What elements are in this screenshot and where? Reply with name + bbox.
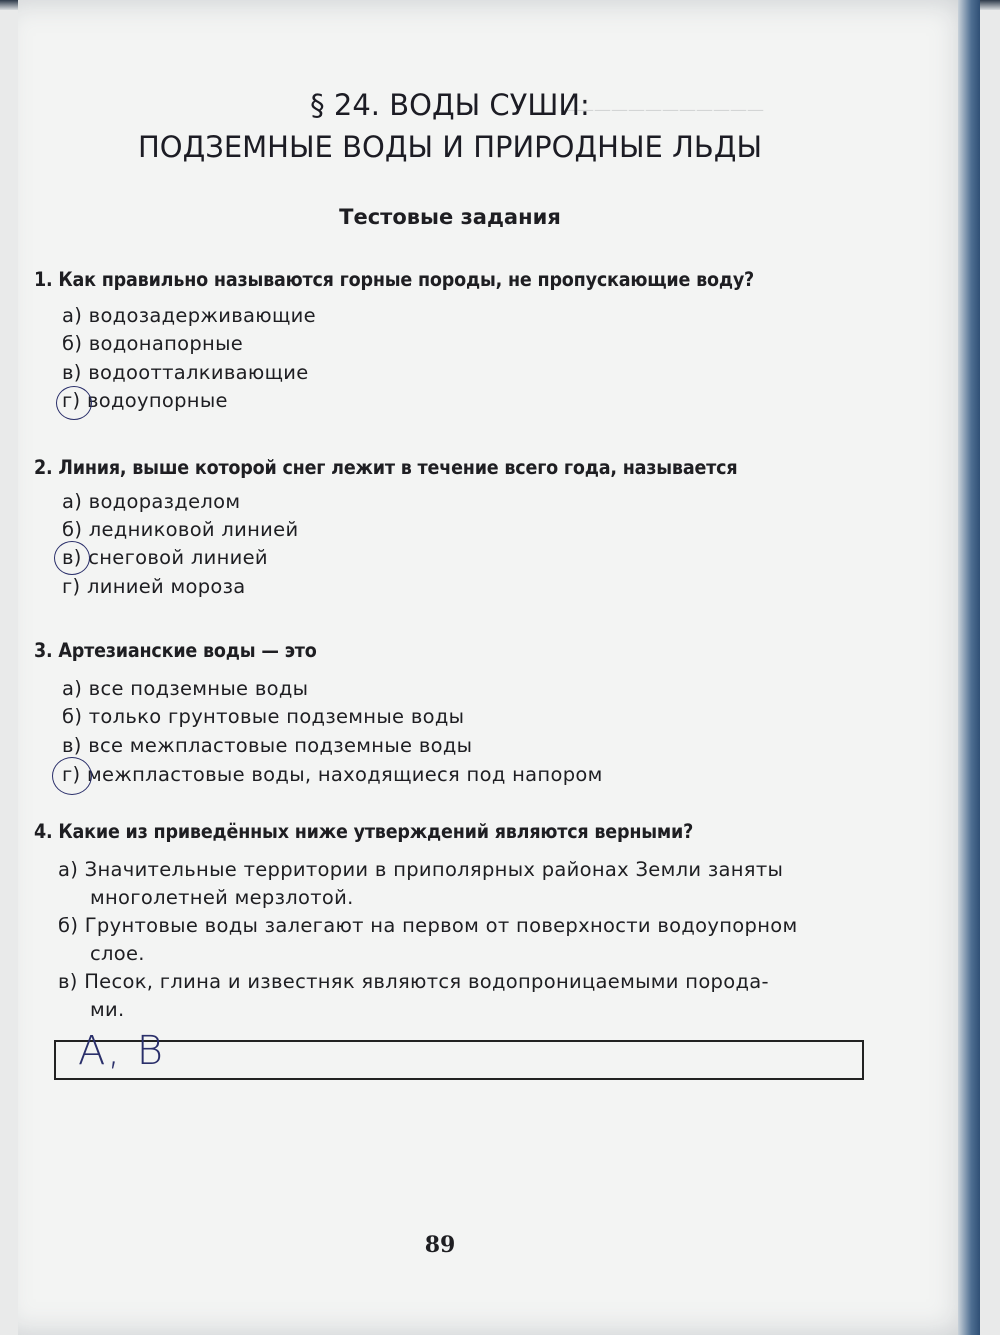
q4-statement-c-cont: ми. <box>90 998 125 1021</box>
q3-option-a: а) все подземные воды <box>62 677 309 700</box>
q4-answer-box[interactable] <box>54 1040 864 1080</box>
workbook-page <box>18 0 980 1335</box>
q1-option-b: б) водонапорные <box>62 332 244 355</box>
section-subtitle: Тестовые задания <box>339 205 561 229</box>
q3-option-b: б) только грунтовые подземные воды <box>62 705 465 728</box>
q4-statement-a-cont: многолетней мерзлотой. <box>90 886 354 909</box>
q2-option-d: г) линией мороза <box>62 575 246 598</box>
q4-statement-a: а) Значительные территории в приполярных районах Земли заняты <box>58 858 784 881</box>
q4-statement-c: в) Песок, глина и известняк являются водопроницаемыми порода- <box>58 970 769 993</box>
q2-option-c: в) снеговой линией <box>62 546 268 569</box>
q3-option-c: в) все межпластовые подземные воды <box>62 734 473 757</box>
q1-option-d: г) водоупорные <box>62 389 228 412</box>
section-title-line1: § 24. ВОДЫ СУШИ: <box>310 88 590 122</box>
section-title-line2: ПОДЗЕМНЫЕ ВОДЫ И ПРИРОДНЫЕ ЛЬДЫ <box>137 130 763 164</box>
q3-answer-circle <box>52 757 92 795</box>
q2-option-b: б) ледниковой линией <box>62 518 299 541</box>
q4-statement-b-cont: слое. <box>90 942 145 965</box>
q1-option-a: а) водозадерживающие <box>62 304 316 327</box>
bleed-through-text: ———————————— <box>560 100 764 120</box>
question-3: 3. Артезианские воды — это <box>34 639 317 662</box>
q1-answer-circle <box>56 386 92 420</box>
question-1: 1. Как правильно называются горные породы, не пропускающие воду? <box>34 268 755 291</box>
page-number: 89 <box>424 1232 456 1258</box>
q2-answer-circle <box>54 541 90 575</box>
q1-option-c: в) водоотталкивающие <box>62 361 309 384</box>
q2-option-a: а) водоразделом <box>62 490 241 513</box>
q4-statement-b: б) Грунтовые воды залегают на первом от поверхности водоупорном <box>58 914 798 937</box>
question-2: 2. Линия, выше которой снег лежит в течение всего года, называется <box>34 456 738 479</box>
book-spine <box>958 0 980 1335</box>
q4-handwritten-answer: А, В <box>78 1028 165 1074</box>
q3-option-d: г) межпластовые воды, находящиеся под напором <box>62 763 603 786</box>
question-4: 4. Какие из приведённых ниже утверждений являются верными? <box>34 820 694 843</box>
